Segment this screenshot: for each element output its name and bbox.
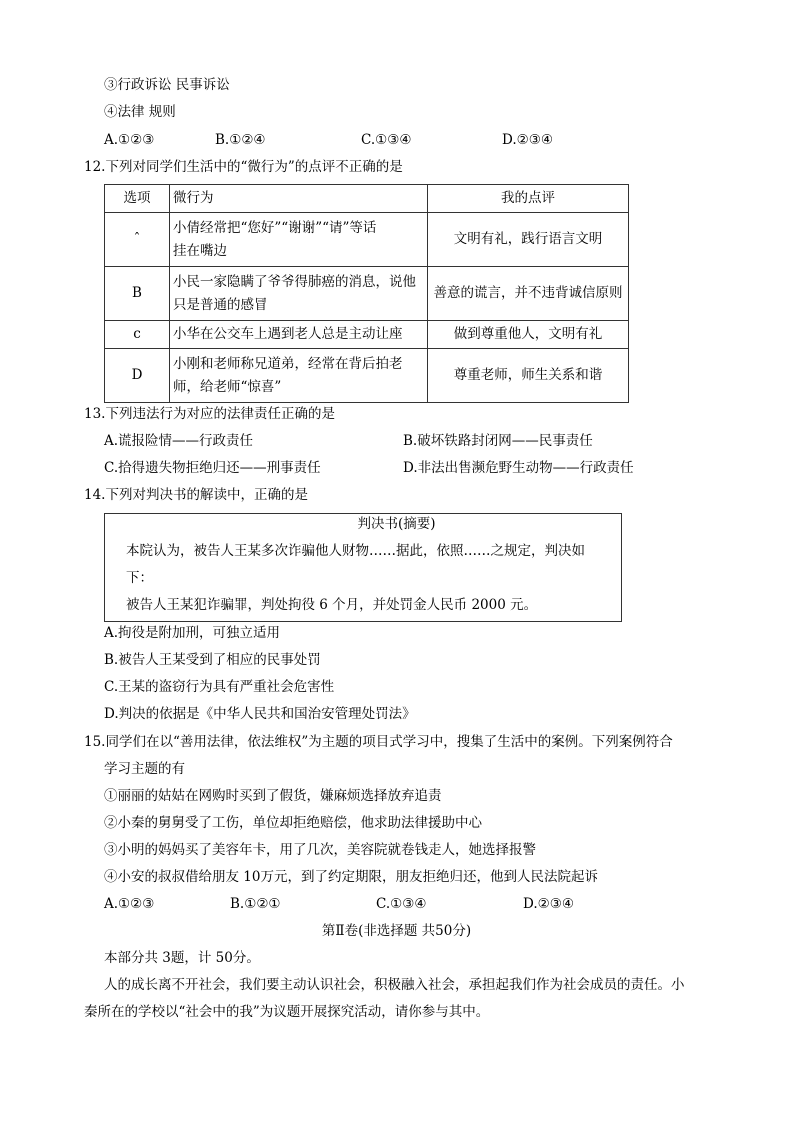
verdict-line: 下： (126, 570, 153, 586)
q12-table (104, 184, 629, 403)
row-option: c (105, 321, 170, 349)
q13-option-d: D.非法出售濒危野生动物——行政责任 (403, 460, 634, 476)
header-option: 选项 (105, 185, 170, 213)
table-row (105, 213, 629, 267)
table-row (105, 267, 629, 321)
row-review: 做到尊重他人，文明有礼 (428, 321, 629, 349)
row-option: D (105, 349, 170, 403)
row-action-line: 小民一家隐瞒了爷爷得肺癌的消息，说他 (173, 273, 416, 290)
q14-option-b: B.被告人王某受到了相应的民事处罚 (104, 652, 321, 668)
table-row (105, 321, 629, 349)
q11-option-c: C.①③④ (361, 132, 412, 148)
q14-stem: 14.下列对判决书的解读中，正确的是 (84, 487, 308, 503)
scenario-paragraph: 人的成长离不开社会，我们要主动认识社会，积极融入社会，承担起我们作为社会成员的责任。小 (104, 977, 685, 993)
header-action: 微行为 (170, 185, 428, 213)
table-header-row (105, 185, 629, 213)
scenario-paragraph-continued: 秦所在的学校以“社会中的我”为议题开展探究活动，请你参与其中。 (84, 1004, 490, 1020)
q11-option-a: A.①②③ (104, 132, 155, 148)
q15-stem: 15.同学们在以“善用法律，依法维权”为主题的项目式学习中，搜集了生活中的案例。下列案例符合 (84, 734, 673, 750)
q12-stem: 12.下列对同学们生活中的“微行为”的点评不正确的是 (84, 159, 403, 175)
row-option: B (105, 267, 170, 321)
row-action-line: 挂在嘴边 (173, 242, 227, 259)
q14-option-d: D.判决的依据是《中华人民共和国治安管理处罚法》 (104, 706, 416, 722)
q15-option-b: B.①②① (230, 896, 281, 912)
q11-option-d: D.②③④ (502, 132, 553, 148)
section-intro: 本部分共 3题，计 50分。 (104, 950, 260, 966)
row-action (170, 321, 428, 349)
row-action-line: 只是普通的感冒 (173, 296, 268, 313)
verdict-title: 判决书(摘要) (357, 516, 436, 532)
q13-stem: 13.下列违法行为对应的法律责任正确的是 (84, 406, 335, 422)
q11-item-4: ④法律 规则 (104, 104, 176, 120)
row-action (170, 213, 428, 267)
row-review: 尊重老师，师生关系和谐 (428, 349, 629, 403)
q13-option-c: C.拾得遗失物拒绝归还——刑事责任 (104, 460, 321, 476)
verdict-line: 被告人王某犯诈骗罪，判处拘役 6 个月，并处罚金人民币 2000 元。 (126, 597, 538, 613)
table-row (105, 349, 629, 403)
q11-item-3: ③行政诉讼 民事诉讼 (104, 77, 230, 93)
q15-option-d: D.②③④ (523, 896, 574, 912)
q14-option-c: C.王某的盗窃行为具有严重社会危害性 (104, 679, 335, 695)
q13-option-a: A.谎报险情——行政责任 (104, 433, 254, 449)
q11-option-b: B.①②④ (215, 132, 266, 148)
row-action-line: 小倩经常把“您好”“谢谢”“请”等话 (173, 219, 377, 236)
row-action-line: 师，给老师“惊喜” (173, 378, 282, 395)
verdict-line: 本院认为，被告人王某多次诈骗他人财物……据此，依照……之规定，判决如 (126, 543, 585, 559)
row-action (170, 349, 428, 403)
row-option: ˆ (105, 213, 170, 267)
q15-item-3: ③小明的妈妈买了美容年卡，用了几次，美容院就卷钱走人，她选择报警 (104, 842, 536, 858)
q14-option-a: A.拘役是附加刑，可独立适用 (104, 625, 281, 641)
q13-option-b: B.破坏铁路封闭网——民事责任 (403, 433, 593, 449)
q15-option-c: C.①③④ (376, 896, 427, 912)
q15-item-1: ①丽丽的姑姑在网购时买到了假货，嫌麻烦选择放弃追责 (104, 788, 442, 804)
row-action-line: 小华在公交车上遇到老人总是主动让座 (173, 326, 403, 342)
q15-option-a: A.①②③ (104, 896, 155, 912)
row-review: 文明有礼，践行语言文明 (428, 213, 629, 267)
header-review: 我的点评 (428, 185, 629, 213)
row-action-line: 小刚和老师称兄道弟，经常在背后拍老 (173, 355, 403, 372)
q15-item-4: ④小安的叔叔借给朋友 10万元，到了约定期限，朋友拒绝归还，他到人民法院起诉 (104, 869, 598, 885)
q15-item-2: ②小秦的舅舅受了工伤，单位却拒绝赔偿，他求助法律援助中心 (104, 815, 482, 831)
row-action (170, 267, 428, 321)
section-title: 第Ⅱ卷(非选择题 共50分) (321, 923, 472, 939)
q15-stem-continued: 学习主题的有 (104, 761, 185, 777)
row-review: 善意的谎言，并不违背诚信原则 (428, 267, 629, 321)
